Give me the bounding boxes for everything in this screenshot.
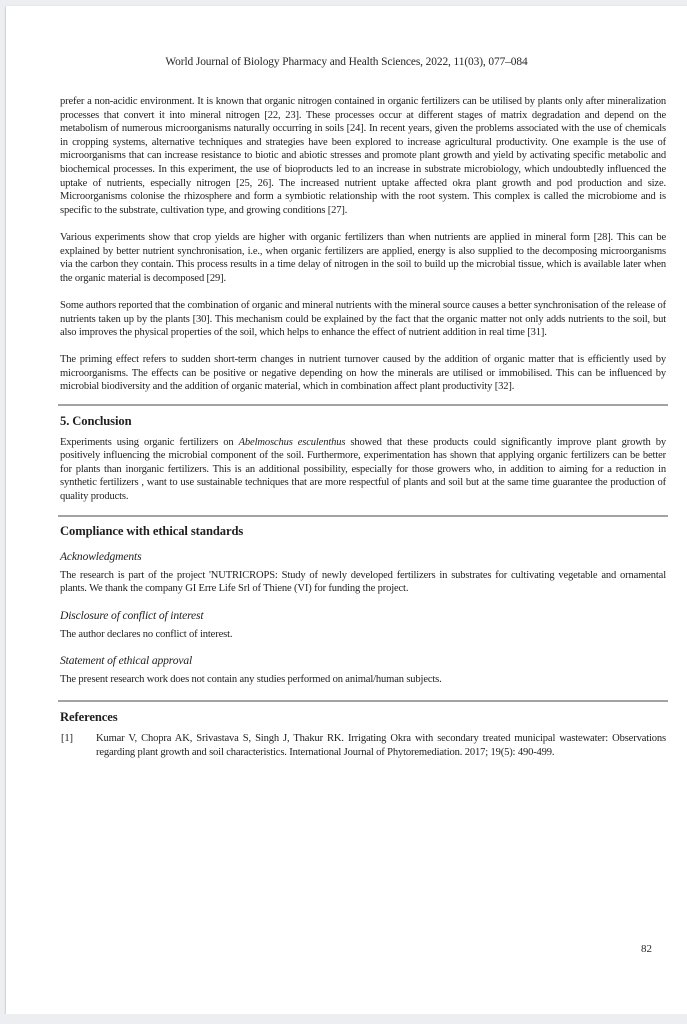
reference-list [60,732,666,759]
reference-text: Kumar V, Chopra AK, Srivastava S, Singh J, Thakur RK. Irrigating Okra with secondary treated municipal wastewater: Observations regarding plant growth and soil characteristics. International Journal of Phytoremediation. 2017; 19(5): 490-499. [96,732,666,758]
acknowledgments-text: The research is part of the project 'NUTRICROPS: Study of newly developed fertilizers in substrates for cultivating vegetable and ornamental plants. We thank the company GI Erre Life Srl of Thiene (VI) for funding the project. [60,569,666,595]
conclusion-section [60,415,666,504]
compliance-heading: Compliance with ethical standards [60,523,244,538]
conclusion-heading: 5. Conclusion [60,414,132,429]
document-page [6,6,687,1014]
conclusion-paragraph [60,436,666,504]
reference-item [60,732,666,759]
conclusion-text-start: Experiments using organic fertilizers on [60,436,239,448]
conclusion-text-end: showed that these products could significantly improve plant growth by positively influencing the microbial component of the soil. Furthermore, experimentation has shown that applying organic fertilizers can be better for plants than inorganic fertilizers. This is an additional possibility, especially for those growers who, in addition to aiming for a reduction in synthetic fertilizers , want to use sustainable techniques that are more respectful of plants and soil but at the same time guarantee the production of quality products. [60,436,666,503]
discussion-paragraph: prefer a non-acidic environment. It is known that organic nitrogen contained in organic fertilizers can be utilised by plants only after mineralization processes that convert it into mineral nitrogen [22, 23]. These processes occur at different stages of matrix degradation and depend on the metabolism of numerous microorganisms naturally occurring in soils [24]. In recent years, given the problems associated with the use of chemicals in cropping systems, alternative techniques and strategies have been explored to increase agricultural productivity. One example is the use of microorganisms that can increase resistance to biotic and abiotic stresses and promote plant growth and yield by activating specific metabolic and biochemical processes. In this experiment, the use of bioproducts led to an increase in substrate microbiology, which undoubtedly influenced the uptake of nutrients, especially nitrogen [25, 26]. The increased nutrient uptake affected okra plant growth and pod production and size. Microorganisms colonise the rhizosphere and form a symbiotic relationship with the root system. This complex is called the microbiome and is specific to the substrate, cultivation type, and growing conditions [27]. [60,96,666,216]
discussion-paragraph: Various experiments show that crop yields are higher with organic fertilizers than when nutrients are applied in mineral form [28]. This can be explained by better nutrient synchronisation, i.e., when organic fertilizers are applied, energy is also supplied to the decomposing microorganisms via the carbon they contain. This process results in a time delay of nitrogen in the soil to build up the microbial tissue, which is available later when the organic material is decomposed [29]. [60,231,666,284]
references-section [60,711,666,759]
reference-number: [1] [61,732,73,744]
conflict-heading: Disclosure of conflict of interest [60,609,204,622]
page-number: 82 [641,943,652,955]
ethical-approval-text: The present research work does not contain any studies performed on animal/human subjects. [60,673,442,685]
page-content [60,95,666,759]
conflict-text: The author declares no conflict of interest. [60,628,233,640]
compliance-section [60,525,666,687]
references-heading: References [60,710,118,725]
section-divider [58,515,668,517]
viewer-background [0,1014,687,1024]
section-divider [58,700,668,702]
discussion-paragraph: The priming effect refers to sudden short-term changes in nutrient turnover caused by the addition of organic matter that is efficiently used by microorganisms. The effects can be positive or negative depending on how the minerals are utilised or immobilised. This can be influenced by microbial biodiversity and the addition of organic material, which in combination affect plant productivity [32]. [60,354,666,393]
ethical-approval-heading: Statement of ethical approval [60,654,193,668]
section-divider [58,404,668,406]
acknowledgments-heading: Acknowledgments [60,550,142,564]
running-header: World Journal of Biology Pharmacy and Health Sciences, 2022, 11(03), 077–084 [165,56,528,68]
discussion-section [60,95,666,394]
species-name: Abelmoschus esculenthus [238,436,346,448]
discussion-paragraph: Some authors reported that the combination of organic and mineral nutrients with the mineral source causes a better synchronisation of the release of nutrients taken up by the plants [30]. This mechanism could be explained by the fact that the organic matter not only adds nutrients to the soil, but also improves the physical properties of the soil, which helps to enhance the effect of nutrient addition in real time [31]. [60,299,666,339]
